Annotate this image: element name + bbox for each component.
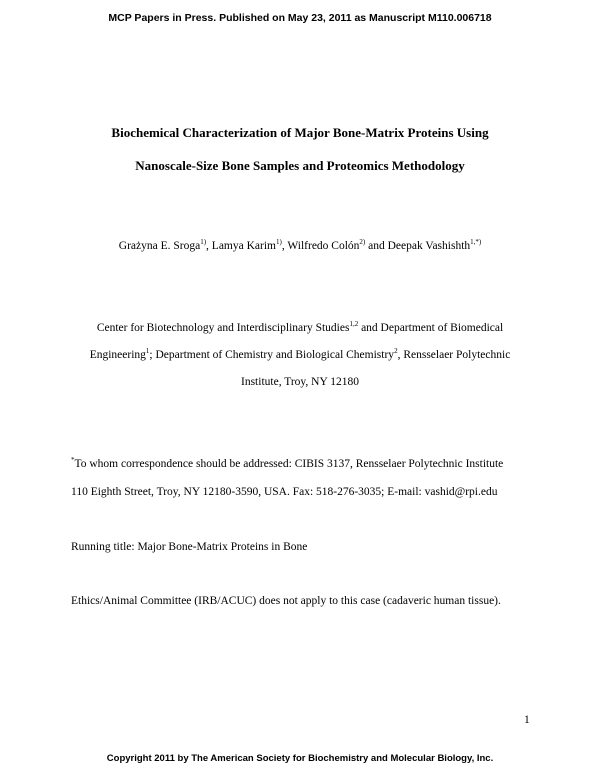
affiliation-text: and Department of Biomedical [358, 322, 504, 334]
author-affiliation-mark: 1) [200, 238, 207, 247]
author-separator: and [365, 240, 388, 252]
author-name: Grażyna E. Sroga [118, 240, 201, 252]
affiliation-line-3: Institute, Troy, NY 12180 [241, 376, 359, 388]
affiliation-text: , Rensselaer Polytechnic [397, 349, 511, 361]
author-list [0, 240, 600, 252]
correspondence-line-1 [71, 458, 531, 470]
copyright-footer: Copyright 2011 by The American Society for Biochemistry and Molecular Biology, Inc. [106, 753, 494, 764]
author-separator: , [206, 240, 212, 252]
affiliation-mark: 1,2 [349, 320, 359, 329]
affiliation-line-1 [0, 322, 600, 334]
correspondence-mark: * [71, 456, 75, 465]
affiliation-text: ; Department of Chemistry and Biological Chemistry [149, 349, 395, 361]
author-separator: , [281, 240, 288, 252]
running-title: Running title: Major Bone-Matrix Proteins in Bone [71, 541, 308, 553]
affiliation-mark: 2 [394, 347, 398, 356]
paper-title-line-2: Nanoscale-Size Bone Samples and Proteomics Methodology [135, 158, 465, 173]
author-name: Deepak Vashishth [387, 240, 471, 252]
paper-title-line-1: Biochemical Characterization of Major Bone-Matrix Proteins Using [111, 125, 489, 140]
affiliation-text: Engineering [89, 349, 146, 361]
author-affiliation-mark: 1,*) [470, 238, 482, 247]
page-number: 1 [524, 714, 530, 726]
author-affiliation-mark: 2) [359, 238, 366, 247]
affiliation-mark: 1 [145, 347, 150, 356]
correspondence-text: To whom correspondence should be addressed: CIBIS 3137, Rensselaer Polytechnic Institute [74, 458, 504, 470]
press-header: MCP Papers in Press. Published on May 23, 2011 as Manuscript M110.006718 [108, 12, 492, 24]
affiliation-text: Center for Biotechnology and Interdisciplinary Studies [96, 322, 350, 334]
correspondence-line-2: 110 Eighth Street, Troy, NY 12180-3590, USA. Fax: 518-276-3035; E-mail: vashid@rpi.edu [71, 486, 498, 498]
affiliation-line-2 [0, 349, 600, 361]
ethics-statement: Ethics/Animal Committee (IRB/ACUC) does not apply to this case (cadaveric human tissue). [71, 595, 501, 607]
author-name: Lamya Karim [211, 240, 276, 252]
author-name: Wilfredo Colón [287, 240, 360, 252]
author-affiliation-mark: 1) [275, 238, 282, 247]
